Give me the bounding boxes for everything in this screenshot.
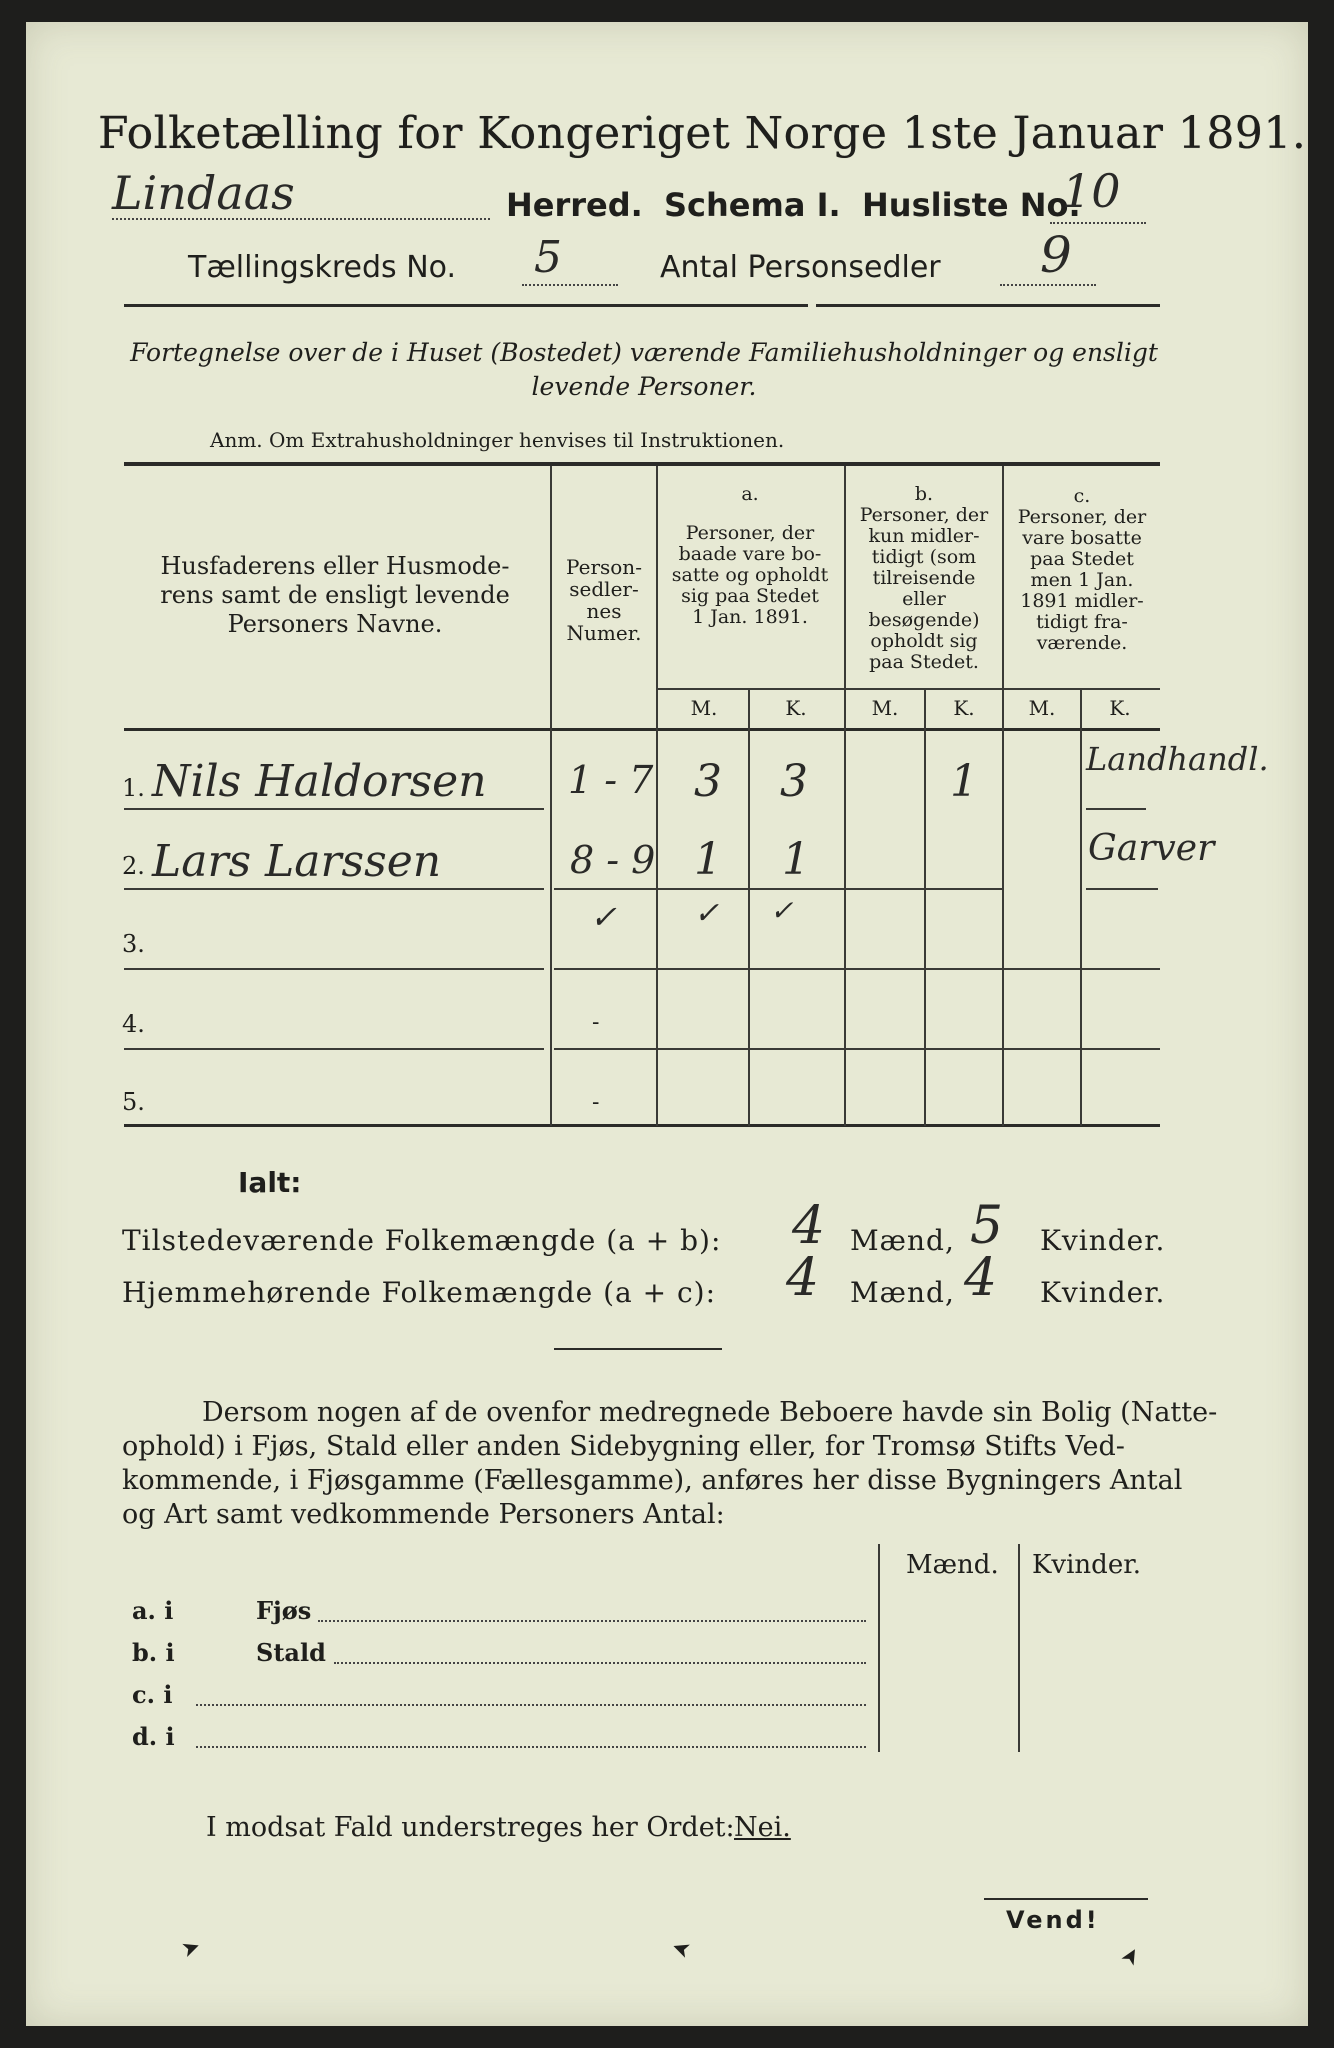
tilstede-label: Tilstedeværende Folkemængde (a + b): bbox=[122, 1224, 722, 1257]
col-header-numer-line: nes bbox=[586, 599, 622, 623]
row-3-a-m-check: ✓ bbox=[694, 896, 720, 931]
col-c-m: M. bbox=[1028, 696, 1056, 720]
hjemme-kvinder-value: 4 bbox=[964, 1248, 998, 1308]
col-header-c-line: vare bosatte bbox=[1022, 527, 1142, 549]
col-header-a-line: 1 Jan. 1891. bbox=[692, 606, 808, 628]
col-header-b-line: tidigt (som bbox=[871, 546, 977, 568]
intro-line-2: levende Personer. bbox=[531, 372, 757, 401]
col-c-k: K. bbox=[1109, 696, 1131, 720]
husliste-dotted-line bbox=[1050, 222, 1146, 224]
tilstede-maend-value: 4 bbox=[792, 1196, 826, 1256]
kreds-dotted-line bbox=[522, 284, 618, 286]
col-header-name-line: rens samt de ensligt levende bbox=[160, 581, 510, 609]
hjemme-maend-label: Mænd, bbox=[850, 1276, 955, 1309]
mk-header-rule bbox=[656, 688, 1160, 690]
row-2-occupation: Garver bbox=[1088, 828, 1215, 869]
col-header-name bbox=[130, 552, 540, 639]
bygning-row-a-dots bbox=[318, 1620, 866, 1622]
col-header-c-line: tidigt fra- bbox=[1036, 611, 1128, 633]
schema-label: Schema I. bbox=[664, 186, 841, 224]
row-2-name-rule bbox=[124, 888, 544, 890]
bygning-col-divider-2 bbox=[1018, 1544, 1020, 1752]
row-2-a-m: 1 bbox=[694, 834, 722, 885]
col-header-a-line: satte og opholdt bbox=[671, 564, 829, 586]
bygning-para-line-1: Dersom nogen af de ovenfor medregnede Beboere havde sin Bolig (Natte- bbox=[202, 1397, 1218, 1428]
col-header-b bbox=[846, 484, 1002, 673]
bygning-para-line-3: kommende, i Fjøsgamme (Fællesgamme), anføres her disse Bygningers Antal bbox=[122, 1465, 1183, 1496]
col-b-m: M. bbox=[871, 696, 899, 720]
census-form-sheet bbox=[26, 22, 1308, 2026]
row-1-occupation: Landhandl. bbox=[1086, 740, 1269, 778]
bygning-row-c-letter: c. i bbox=[132, 1680, 173, 1709]
bygning-row-c-dots bbox=[196, 1704, 866, 1706]
bygning-col-divider-1 bbox=[878, 1544, 880, 1752]
antal-value: 9 bbox=[1040, 226, 1072, 284]
col-divider-2 bbox=[656, 466, 658, 1126]
col-header-numer bbox=[552, 556, 656, 644]
table-bottom-rule bbox=[124, 1124, 1160, 1127]
registration-mark-left-icon: ➤ bbox=[178, 1933, 205, 1964]
form-title: Folketælling for Kongeriget Norge 1ste Januar 1891. bbox=[98, 108, 1307, 159]
hjemme-kvinder-label: Kvinder. bbox=[1040, 1276, 1166, 1309]
herred-dotted-line bbox=[112, 218, 490, 220]
row-3-a-k-check: ✓ bbox=[770, 894, 794, 927]
col-header-c-letter: c. bbox=[1073, 485, 1091, 507]
bygning-row-b-letter: b. i bbox=[132, 1638, 175, 1667]
registration-mark-right-icon: ➤ bbox=[1115, 1942, 1147, 1971]
row-2-number: 2. bbox=[122, 852, 145, 880]
col-header-b-line: Personer, der bbox=[859, 504, 989, 526]
bygning-row-b-dots bbox=[334, 1662, 866, 1664]
intro-line-1: Fortegnelse over de i Huset (Bostedet) værende Familiehusholdninger og ensligt bbox=[130, 338, 1158, 367]
row-3-name-rule bbox=[124, 968, 544, 970]
registration-mark-center-icon: ➤ bbox=[668, 1933, 695, 1964]
husliste-label: Husliste No. bbox=[862, 186, 1081, 224]
row-1-b-k: 1 bbox=[950, 756, 978, 807]
herred-value: Lindaas bbox=[112, 166, 295, 220]
row-2-name: Lars Larssen bbox=[152, 836, 442, 887]
tilstede-kvinder-value: 5 bbox=[970, 1196, 1004, 1256]
col-header-b-line: eller bbox=[902, 588, 946, 610]
row-1-a-m: 3 bbox=[694, 756, 722, 807]
bygning-para-line-2: ophold) i Fjøs, Stald eller anden Sidebygning eller, for Tromsø Stifts Ved- bbox=[122, 1431, 1125, 1462]
row-5-number: 5. bbox=[122, 1088, 145, 1116]
col-header-c-line: paa Stedet bbox=[1030, 548, 1134, 570]
row-4-data-rule bbox=[554, 1048, 1160, 1050]
bygning-row-d-dots bbox=[196, 1746, 866, 1748]
col-divider-b-mk bbox=[924, 690, 926, 1126]
row-2-c-rule bbox=[1086, 888, 1158, 890]
row-1-name-rule bbox=[124, 808, 544, 810]
table-top-rule bbox=[124, 462, 1160, 466]
husliste-value: 10 bbox=[1062, 164, 1121, 218]
col-a-m: M. bbox=[690, 696, 718, 720]
bygning-row-d-letter: d. i bbox=[132, 1722, 175, 1751]
row-1-name: Nils Haldorsen bbox=[152, 756, 487, 807]
bygning-row-a-label: Fjøs bbox=[256, 1596, 312, 1625]
col-header-c-line: 1891 midler- bbox=[1020, 590, 1144, 612]
vend-label: Vend! bbox=[1006, 1906, 1100, 1934]
hjemme-label: Hjemmehørende Folkemængde (a + c): bbox=[122, 1276, 716, 1309]
row-1-number: 1. bbox=[122, 774, 145, 802]
col-b-k: K. bbox=[953, 696, 975, 720]
row-1-a-k: 3 bbox=[780, 756, 808, 807]
col-header-a-line: sig paa Stedet bbox=[681, 585, 819, 607]
col-header-numer-line: Person- bbox=[566, 555, 642, 579]
col-divider-a-mk bbox=[748, 690, 750, 1126]
col-header-numer-line: sedler- bbox=[569, 577, 639, 601]
col-a-k: K. bbox=[785, 696, 807, 720]
bygning-para-line-4: og Art samt vedkommende Personers Antal: bbox=[122, 1499, 725, 1530]
row-3-check-mark: ✓ bbox=[590, 898, 617, 936]
col-header-b-line: paa Stedet. bbox=[869, 651, 979, 673]
ialt-label: Ialt: bbox=[238, 1166, 302, 1199]
bygning-row-a-letter: a. i bbox=[132, 1596, 174, 1625]
col-header-b-line: opholdt sig bbox=[870, 630, 978, 652]
tilstede-kvinder-label: Kvinder. bbox=[1040, 1224, 1166, 1257]
col-header-b-line: kun midler- bbox=[868, 525, 980, 547]
col-header-b-line: tilreisende bbox=[872, 567, 976, 589]
antal-label: Antal Personsedler bbox=[660, 250, 941, 285]
bygning-kvinder-header: Kvinder. bbox=[1032, 1550, 1142, 1580]
col-header-a-letter: a. bbox=[741, 483, 759, 505]
row-5-numbers: - bbox=[592, 1090, 600, 1115]
col-header-name-line: Husfaderens eller Husmode- bbox=[160, 552, 510, 580]
tilstede-maend-label: Mænd, bbox=[850, 1224, 955, 1257]
header-rule-left bbox=[124, 304, 808, 307]
col-header-b-letter: b. bbox=[914, 483, 934, 505]
vend-rule bbox=[984, 1898, 1148, 1900]
row-2-data-rule bbox=[554, 888, 1004, 890]
row-3-data-rule bbox=[554, 968, 1160, 970]
row-1-numbers: 1 - 7 bbox=[568, 758, 654, 802]
row-1-c-rule bbox=[1086, 808, 1146, 810]
kreds-label: Tællingskreds No. bbox=[188, 250, 456, 285]
section-divider bbox=[554, 1348, 722, 1350]
col-header-c bbox=[1004, 486, 1160, 654]
spacer bbox=[660, 505, 840, 523]
col-header-a bbox=[660, 484, 840, 628]
herred-label: Herred. bbox=[506, 186, 643, 224]
antal-dotted-line bbox=[1000, 284, 1096, 286]
bygning-maend-header: Mænd. bbox=[906, 1550, 999, 1580]
col-header-b-line: besøgende) bbox=[868, 609, 980, 631]
bygning-row-b-label: Stald bbox=[256, 1638, 326, 1667]
header-rule-right bbox=[816, 304, 1160, 307]
row-2-numbers: 8 - 9 bbox=[570, 838, 656, 882]
col-header-name-line: Personers Navne. bbox=[227, 610, 443, 638]
col-header-numer-line: Numer. bbox=[566, 621, 642, 645]
hjemme-maend-value: 4 bbox=[786, 1248, 820, 1308]
row-3-number: 3. bbox=[122, 930, 145, 958]
modsat-word-nei: Nei. bbox=[734, 1812, 791, 1843]
col-header-c-line: men 1 Jan. bbox=[1030, 569, 1134, 591]
row-4-number: 4. bbox=[122, 1010, 145, 1038]
col-header-c-line: værende. bbox=[1036, 632, 1128, 654]
modsat-prefix: I modsat Fald understreges her Ordet: bbox=[206, 1812, 735, 1843]
col-divider-c-mk bbox=[1080, 690, 1082, 1126]
col-header-a-line: baade vare bo- bbox=[678, 543, 822, 565]
col-header-a-line: Personer, der bbox=[685, 522, 815, 544]
col-header-c-line: Personer, der bbox=[1017, 506, 1147, 528]
table-header-rule bbox=[124, 728, 1160, 731]
row-4-numbers: - bbox=[592, 1010, 600, 1035]
kreds-value: 5 bbox=[534, 232, 562, 283]
anm-note: Anm. Om Extrahusholdninger henvises til Instruktionen. bbox=[210, 428, 785, 452]
row-2-a-k: 1 bbox=[782, 834, 810, 885]
row-4-name-rule bbox=[124, 1048, 544, 1050]
